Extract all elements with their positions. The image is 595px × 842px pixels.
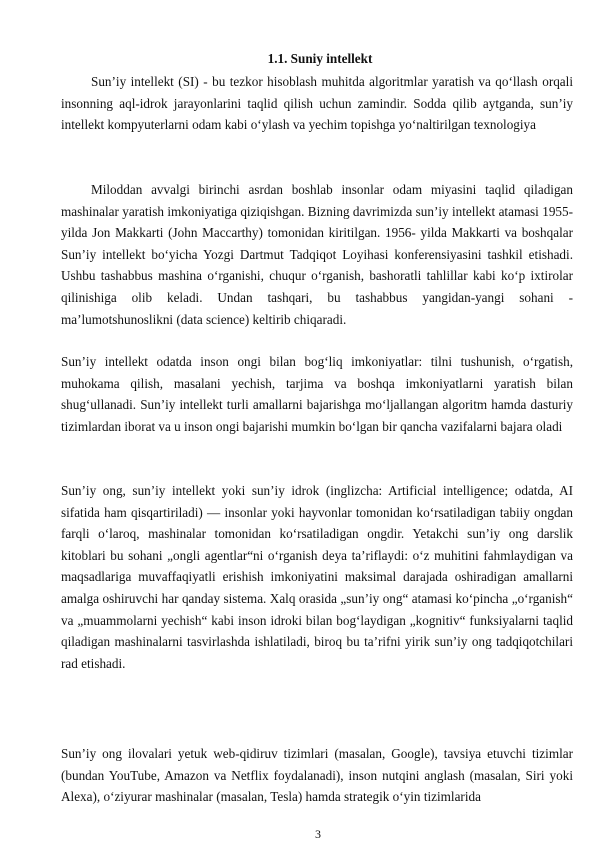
paragraph-consciousness: Sunʼiy ong, sunʼiy intellekt yoki sunʼiy idrok (inglizcha: Artificial intelligence; odatda, AI sifatida ham qisqartiriladi) — insonlar yoki hayvonlar tomonidan koʻrsatiladigan tabiiy ongdan farqli oʻlaroq, mashinalar tomonidan koʻrsatiladigan ongdir. Yetakchi sunʼiy ong darslik kitoblari bu sohani „ongli agentlar“ni oʻrganish deya taʼriflaydi: oʻz muhitini fahmlaydigan va maqsadlariga muvaffaqiyatli erishish imkoniyatini maksimal darajada oshiradigan amallarni amalga oshiruvchi har qanday sistema. Xalq orasida „sunʼiy ong“ atamasi koʻpincha „oʻrganish“ va „muammolarni yechish“ kabi inson idroki bilan bogʻlaydigan „kognitiv“ funksiyalarni taqlid qiladigan mashinalarni tasvirlashda ishlatiladi, biroq bu taʼrifni yirik sunʼiy ong tadqiqotchilari rad etishadi.	[61, 483, 573, 671]
paragraph-history: Miloddan avvalgi birinchi asrdan boshlab insonlar odam miyasini taqlid qiladigan mashinalar yaratish imkoniyatiga qiziqishgan. Bizning davrimizda sun’iy intellekt atamasi 1955- yilda Jon Makkarti (John Maccarthy) tomonidan kiritilgan. 1956- yilda Makkarti va boshqalar Sun’iy intellekt bo‘yicha Yozgi Dartmut Tadqiqot Loyihasi konferensiyasini tashkil etishadi. Ushbu tashabbus mashina o‘rganishi, chuqur o‘rganish, bashoratli tahlillar kabi ko‘p ixtirolar qilinishiga olib keladi. Undan tashqari, bu tashabbus yangidan-yangi sohani - ma’lumotshunoslikni (data science) keltirib chiqaradi.	[61, 182, 573, 327]
page-number: 3	[315, 827, 321, 841]
paragraph-capabilities: Sun’iy intellekt odatda inson ongi bilan bog‘liq imkoniyatlar: tilni tushunish, o‘rgatish, muhokama qilish, masalani yechish, tarjima va boshqa imkoniyatlarni yaratish bilan shug‘ullanadi. Sun’iy intellekt turli amallarni bajarishga mo‘ljallangan algoritm hamda dasturiy tizimlardan iborat va u inson ongi bajarishi mumkin bo‘lgan bir qancha vazifalarni bajara oladi	[61, 354, 573, 434]
paragraph-definition: Sun’iy intellekt (SI) - bu tezkor hisoblash muhitda algoritmlar yaratish va qo‘llash orqali insonning aql-idrok jarayonlarini taqlid qilish uchun zamindir. Sodda qilib aytganda, sun’iy intellekt kompyuterlarni odam kabi o‘ylash va yechim topishga yo‘naltirilgan texnologiya	[61, 74, 573, 133]
section-title: 1.1. Suniy intellekt	[267, 51, 373, 66]
paragraph-applications: Sunʼiy ong ilovalari yetuk web-qidiruv tizimlari (masalan, Google), tavsiya etuvchi tizimlar (bundan YouTube, Amazon va Netflix foydalanadi), inson nutqini anglash (masalan, Siri yoki Alexa), oʻziyurar mashinalar (masalan, Tesla) hamda strategik oʻyin tizimlarida	[61, 746, 573, 805]
